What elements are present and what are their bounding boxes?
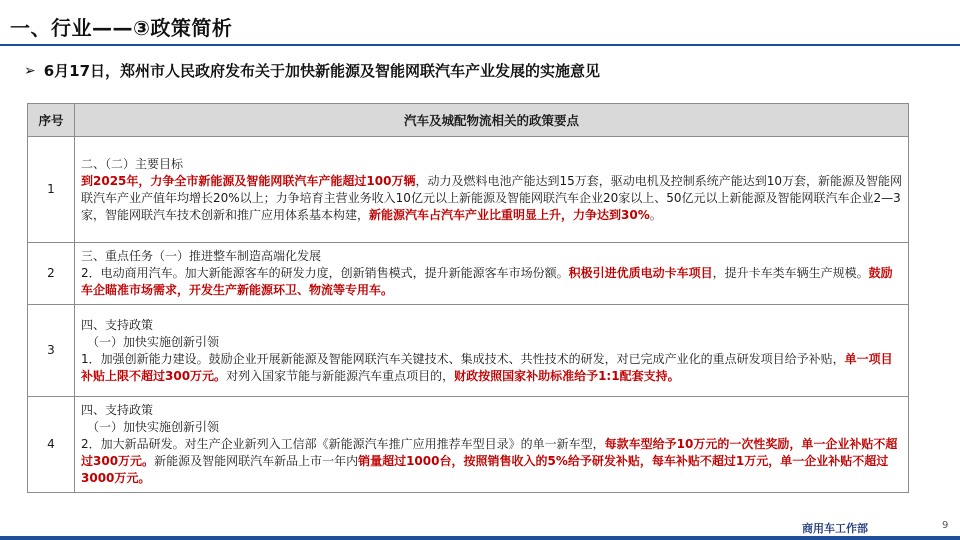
row-paragraph (81, 265, 902, 299)
policy-table (27, 103, 909, 493)
page-number: 9 (942, 520, 949, 531)
row-content (75, 305, 909, 397)
row-heading: 四、支持政策 (81, 317, 154, 332)
row-number: 3 (28, 305, 75, 397)
text-run: 对列入国家节能与新能源汽车重点项目的， (226, 368, 455, 383)
arrow-bullet-icon: ➢ (24, 62, 36, 79)
title-divider (0, 44, 960, 46)
text-run: 单一项目补贴上限不超过300万元。 (81, 351, 893, 383)
text-run: 新能源汽车占汽车产业比重明显上升，力争达到30% (369, 207, 650, 222)
text-run: 销量超过1000台，按照销售收入的5%给予研发补贴，每车补贴不超过1万元，单一企业补贴不超过3000万元。 (81, 454, 889, 485)
text-run: 2．加大新品研发。对生产企业新列入工信部《新能源汽车推广应用推荐车型目录》的单一新车型， (81, 437, 605, 451)
text-run: 鼓励车企瞄准市场需求，开发生产新能源环卫、物流等专用车。 (81, 266, 893, 297)
row-subheading: （一）加快实施创新引领 (87, 420, 220, 434)
text-run: 2．电动商用汽车。加大新能源客车的研发力度，创新销售模式，提升新能源客车市场份额。 (81, 266, 569, 280)
table-row (28, 397, 909, 493)
row-paragraph (81, 436, 902, 487)
row-number: 2 (28, 243, 75, 305)
row-content (75, 397, 909, 493)
column-header-number: 序号 (28, 104, 75, 137)
text-run: 1．加强创新能力建设。鼓励企业开展新能源及智能网联汽车关键技术、集成技术、共性技术的研发，对已完成产业化的重点研发项目给予补贴， (81, 351, 845, 366)
row-heading: 二、（二）主要目标 (81, 156, 184, 171)
column-header-content: 汽车及城配物流相关的政策要点 (75, 104, 909, 137)
table-row (28, 305, 909, 397)
row-heading: 四、支持政策 (81, 403, 154, 417)
row-number: 4 (28, 397, 75, 493)
row-heading: 三、重点任务（一）推进整车制造高端化发展 (81, 249, 322, 263)
text-run: 每款车型给予10万元的一次性奖励，单一企业补贴不超过300万元。 (81, 437, 898, 468)
row-content (75, 137, 909, 243)
text-run: 新能源及智能网联汽车新品上市一年内 (154, 454, 359, 468)
page-title: 一、行业——③政策简析 (10, 16, 233, 40)
text-run: 到2025年，力争全市新能源及智能网联汽车产能超过100万辆 (81, 173, 416, 188)
footer-department: 商用车工作部 (802, 522, 868, 535)
text-run: 财政按照国家补助标准给予1:1配套支持。 (454, 368, 680, 383)
row-paragraph (81, 173, 902, 224)
row-number: 1 (28, 137, 75, 243)
table-row (28, 137, 909, 243)
text-run: 。 (649, 207, 662, 222)
footer-divider (0, 536, 960, 540)
row-content (75, 243, 909, 305)
subtitle (24, 60, 600, 81)
row-subheading: （一）加快实施创新引领 (87, 334, 220, 349)
text-run: ，动力及燃料电池产能达到15万套，驱动电机及控制系统产能达到10万套，新能源及智能网联汽车产业产值年均增长20%以上；力争培育主营业务收入10亿元以上新能源及智能网联汽车企业20家以上、50亿元以上新能源及智能网联汽车企业2—3家，智能网联汽车技术创新和推广应用体系基本构建， (81, 173, 902, 222)
subtitle-text: 6月17日，郑州市人民政府发布关于加快新能源及智能网联汽车产业发展的实施意见 (43, 62, 601, 80)
table-header-row (28, 104, 909, 137)
text-run: 积极引进优质电动卡车项目 (568, 266, 713, 280)
table-row (28, 243, 909, 305)
row-paragraph (81, 351, 902, 385)
text-run: ，提升卡车类车辆生产规模。 (712, 266, 869, 280)
